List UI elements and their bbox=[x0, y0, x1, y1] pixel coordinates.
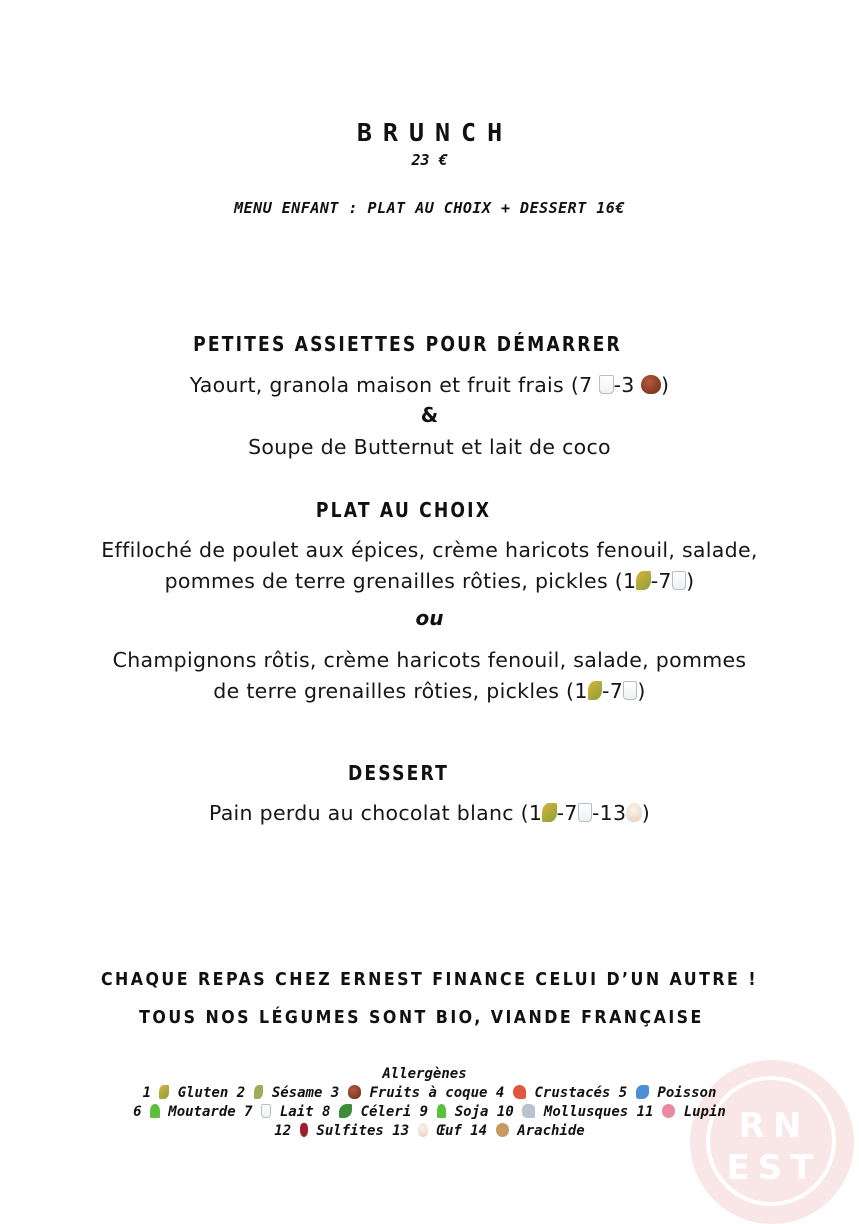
allergens-line-1: 1 Gluten 2 Sésame 3 Fruits à coque 4 Crustacés 5 Poisson bbox=[142, 1085, 717, 1101]
menu-price: 23 € bbox=[411, 151, 448, 169]
milk-glass-icon bbox=[599, 375, 613, 394]
wheat-icon bbox=[542, 803, 556, 822]
footer-organic-line: TOUS NOS LÉGUMES SONT BIO, VIANDE FRANÇAISE bbox=[139, 1007, 704, 1028]
kids-menu-line: MENU ENFANT : PLAT AU CHOIX + DESSERT 16€ bbox=[234, 199, 625, 217]
wheat-icon bbox=[159, 1085, 169, 1098]
peanut-icon bbox=[496, 1123, 509, 1136]
section-heading-dessert: DESSERT bbox=[347, 761, 450, 785]
section-heading-starters: PETITES ASSIETTES POUR DÉMARRER bbox=[193, 332, 622, 356]
milk-glass-icon bbox=[578, 803, 592, 822]
flower-icon bbox=[662, 1104, 675, 1117]
milk-glass-icon bbox=[261, 1104, 271, 1118]
fish-icon bbox=[636, 1085, 649, 1098]
egg-icon bbox=[418, 1123, 429, 1136]
or-separator: ou bbox=[415, 606, 444, 630]
ernest-logo-text-bottom: EST bbox=[726, 1148, 822, 1188]
shrimp-icon bbox=[513, 1085, 526, 1098]
main-item-mushrooms: Champignons rôtis, crème haricots fenouil, salade, pommes de terre grenailles rôties, pickles (1 -7 ) bbox=[112, 648, 747, 703]
dessert-item: Pain perdu au chocolat blanc (1 -7 -13 ) bbox=[208, 801, 651, 825]
wine-glass-icon bbox=[300, 1123, 308, 1136]
wheat-icon bbox=[636, 571, 650, 590]
menu-title: BRUNCH bbox=[356, 118, 514, 147]
ernest-logo-text-top: RN bbox=[738, 1106, 810, 1146]
egg-icon bbox=[626, 803, 641, 822]
section-heading-main: PLAT AU CHOIX bbox=[315, 498, 492, 522]
sesame-icon bbox=[254, 1085, 264, 1098]
main-item-chicken: Effiloché de poulet aux épices, crème haricots fenouil, salade, pommes de terre grenailles rôties, pickles (1 -7 ) bbox=[101, 538, 758, 593]
sprout-icon bbox=[150, 1104, 160, 1117]
shell-icon bbox=[522, 1104, 535, 1117]
milk-glass-icon bbox=[623, 681, 637, 700]
soy-sprout-icon bbox=[437, 1104, 447, 1117]
nut-icon bbox=[348, 1085, 361, 1098]
celery-icon bbox=[339, 1104, 352, 1117]
starter-item-soup: Soupe de Butternut et lait de coco bbox=[248, 435, 611, 459]
allergens-line-2: 6 Moutarde 7 Lait 8 Céleri 9 Soja 10 Mollusques 11 Lupin bbox=[133, 1104, 726, 1120]
wheat-icon bbox=[588, 681, 602, 700]
starter-item-yogurt: Yaourt, granola maison et fruit frais (7 -3 ) bbox=[189, 373, 670, 397]
nut-icon bbox=[641, 375, 660, 394]
allergens-line-3: 12 Sulfites 13 Œuf 14 Arachide bbox=[274, 1123, 585, 1139]
allergens-title: Allergènes bbox=[382, 1066, 467, 1082]
milk-glass-icon bbox=[672, 571, 686, 590]
ampersand: & bbox=[420, 403, 439, 427]
footer-charity-line: CHAQUE REPAS CHEZ ERNEST FINANCE CELUI D’UN AUTRE ! bbox=[100, 969, 759, 990]
